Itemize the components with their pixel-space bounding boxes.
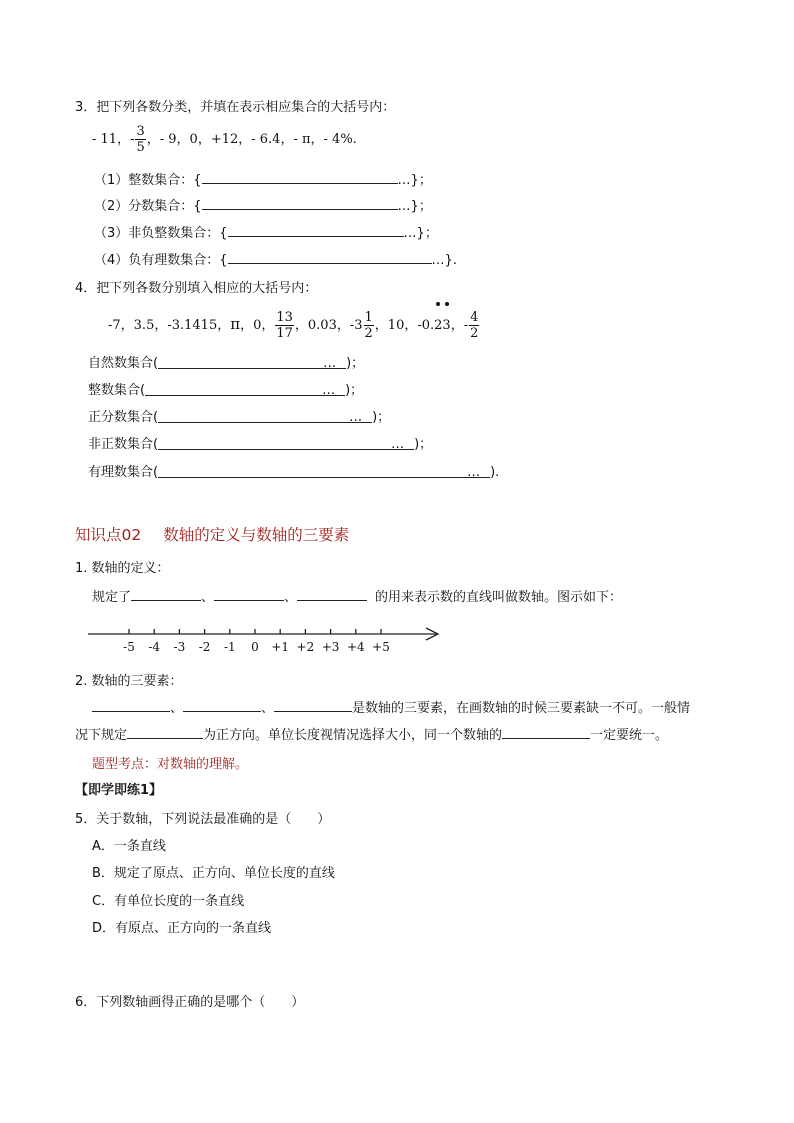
q3-item-2 xyxy=(94,195,432,214)
definition-prefix: 规定了 xyxy=(92,590,132,605)
repeating-digit: 2 xyxy=(434,308,442,344)
ellipsis: … xyxy=(322,383,336,398)
q3-item-3 xyxy=(94,222,438,241)
answer-blank[interactable] xyxy=(214,588,284,601)
q4-set-3 xyxy=(88,406,390,425)
q4-set-close: )； xyxy=(372,410,391,425)
q4-numbers xyxy=(108,306,480,342)
elements-line-1 xyxy=(92,697,690,716)
frac-num: 1 xyxy=(364,310,373,325)
q3-item-4 xyxy=(94,249,457,268)
frac-num: 13 xyxy=(276,310,293,325)
definition-line xyxy=(92,586,622,605)
q3-item-end: …}； xyxy=(397,173,432,188)
q6-title: 6．下列数轴画得正确的是哪个（ ） xyxy=(75,995,305,1010)
q4-numbers-3: ，0.03，-3 xyxy=(294,318,363,333)
q4-set-label: 整数集合( xyxy=(88,383,146,398)
answer-blank[interactable] xyxy=(145,383,345,396)
number-line-label: -4 xyxy=(148,640,161,654)
q3-numbers-b: ，- 9，0，+12，- 6.4，- π，- 4%. xyxy=(146,132,357,147)
number-line-label: -2 xyxy=(198,640,211,654)
answer-blank[interactable] xyxy=(228,251,432,264)
q5-option-b[interactable]: B．规定了原点、正方向、单位长度的直线 xyxy=(92,866,335,881)
separator: 、 xyxy=(170,701,184,716)
number-line-label: +1 xyxy=(271,640,290,654)
separator: 、 xyxy=(284,590,298,605)
answer-blank[interactable] xyxy=(158,410,372,423)
section-number: 知识点02 xyxy=(75,526,142,544)
q4-numbers-1: -7，3.5，-3.1415， xyxy=(108,318,231,333)
answer-blank[interactable] xyxy=(158,437,414,450)
separator: 、 xyxy=(201,590,215,605)
q4-set-close: )； xyxy=(414,437,433,452)
q3-item-label: （3）非负整数集合：{ xyxy=(94,226,228,241)
q4-set-2 xyxy=(88,379,363,398)
question-type-note: 题型考点：对数轴的理解。 xyxy=(92,757,249,772)
q4-set-label: 正分数集合( xyxy=(88,410,159,425)
number-line-label: -5 xyxy=(123,640,135,654)
elements-text-a: 况下规定 xyxy=(75,728,128,743)
number-line-label: +2 xyxy=(296,640,315,654)
q4-fraction-13-17 xyxy=(275,310,294,341)
frac-den: 2 xyxy=(470,326,479,341)
elements-line-1-text: 是数轴的三要素，在画数轴的时候三要素缺一不可。一般情 xyxy=(352,701,691,716)
definition-heading: 1. 数轴的定义： xyxy=(75,561,170,576)
q3-frac-num: 3 xyxy=(136,124,145,139)
answer-blank[interactable] xyxy=(127,726,203,739)
answer-blank[interactable] xyxy=(92,699,170,712)
practice-heading: 【即学即练1】 xyxy=(75,783,163,798)
q3-item-label: （1）整数集合：{ xyxy=(94,173,202,188)
answer-blank[interactable] xyxy=(183,699,261,712)
q3-item-1 xyxy=(94,169,432,188)
ellipsis: … xyxy=(391,437,405,452)
q3-item-end: …}； xyxy=(403,226,438,241)
q3-item-label: （4）负有理数集合：{ xyxy=(94,253,228,268)
answer-blank[interactable] xyxy=(202,197,398,210)
section-title: 数轴的定义与数轴的三要素 xyxy=(163,526,350,544)
number-line-label: -3 xyxy=(173,640,186,654)
q4-mixed-fraction xyxy=(364,310,374,341)
ellipsis: … xyxy=(349,410,363,425)
q4-set-4 xyxy=(88,433,432,452)
repeating-digit: 3 xyxy=(442,308,450,344)
q4-set-1 xyxy=(88,352,364,371)
separator: 、 xyxy=(261,701,275,716)
q4-set-close: ). xyxy=(490,465,500,480)
answer-blank[interactable] xyxy=(158,465,490,478)
number-line-label: -1 xyxy=(223,640,236,654)
q4-numbers-2: ，0， xyxy=(240,318,275,333)
elements-heading: 2. 数轴的三要素： xyxy=(75,674,183,689)
q4-set-close: )； xyxy=(345,383,364,398)
answer-blank[interactable] xyxy=(158,356,346,369)
elements-text-c: 一定要统一。 xyxy=(590,728,669,743)
frac-den: 2 xyxy=(364,326,373,341)
q5-option-c[interactable]: C．有单位长度的一条直线 xyxy=(92,894,245,909)
q3-item-end: …}. xyxy=(431,253,457,268)
number-line-label: +5 xyxy=(372,640,390,654)
q3-title: 3．把下列各数分类，并填在表示相应集合的大括号内： xyxy=(75,100,396,115)
answer-blank[interactable] xyxy=(274,699,352,712)
q4-set-close: )； xyxy=(346,356,365,371)
q4-set-label: 非正数集合( xyxy=(88,437,159,452)
q5-option-a[interactable]: A．一条直线 xyxy=(92,839,166,854)
answer-blank[interactable] xyxy=(228,224,404,237)
elements-text-b: 为正方向。单位长度视情况选择大小，同一个数轴的 xyxy=(203,728,503,743)
q3-item-label: （2）分数集合：{ xyxy=(94,199,202,214)
q3-numbers xyxy=(92,123,357,157)
frac-den: 17 xyxy=(276,326,293,341)
definition-suffix: 的用来表示数的直线叫做数轴。图示如下： xyxy=(375,590,623,605)
q3-frac-den: 5 xyxy=(136,140,145,155)
elements-line-2 xyxy=(75,724,668,743)
q4-set-label: 有理数集合( xyxy=(88,465,159,480)
answer-blank[interactable] xyxy=(502,726,590,739)
number-line-label: +4 xyxy=(346,640,365,654)
answer-blank[interactable] xyxy=(297,588,367,601)
q4-set-5 xyxy=(88,461,499,480)
number-line-label: 0 xyxy=(251,640,259,654)
q5-title: 5．关于数轴，下列说法最准确的是（ ） xyxy=(75,812,331,827)
number-line-label: +3 xyxy=(321,640,340,654)
frac-num: 4 xyxy=(470,310,479,325)
q4-set-label: 自然数集合( xyxy=(88,356,159,371)
q3-item-end: …}； xyxy=(397,199,432,214)
number-line-diagram xyxy=(86,622,446,658)
q4-title: 4．把下列各数分别填入相应的大括号内： xyxy=(75,281,318,296)
q4-numbers-5: ，- xyxy=(450,318,469,333)
ellipsis: … xyxy=(467,465,481,480)
q3-numbers-a: - 11，- xyxy=(92,132,135,147)
section-heading xyxy=(75,523,349,545)
q4-numbers-4: ，10，-0. xyxy=(374,318,435,333)
q5-option-d[interactable]: D．有原点、正方向的一条直线 xyxy=(92,921,272,936)
q4-fraction-4-2 xyxy=(469,310,479,341)
q3-fraction xyxy=(135,124,145,155)
answer-blank[interactable] xyxy=(202,171,398,184)
ellipsis: … xyxy=(323,356,337,371)
pi-symbol: π xyxy=(230,315,241,333)
answer-blank[interactable] xyxy=(131,588,201,601)
